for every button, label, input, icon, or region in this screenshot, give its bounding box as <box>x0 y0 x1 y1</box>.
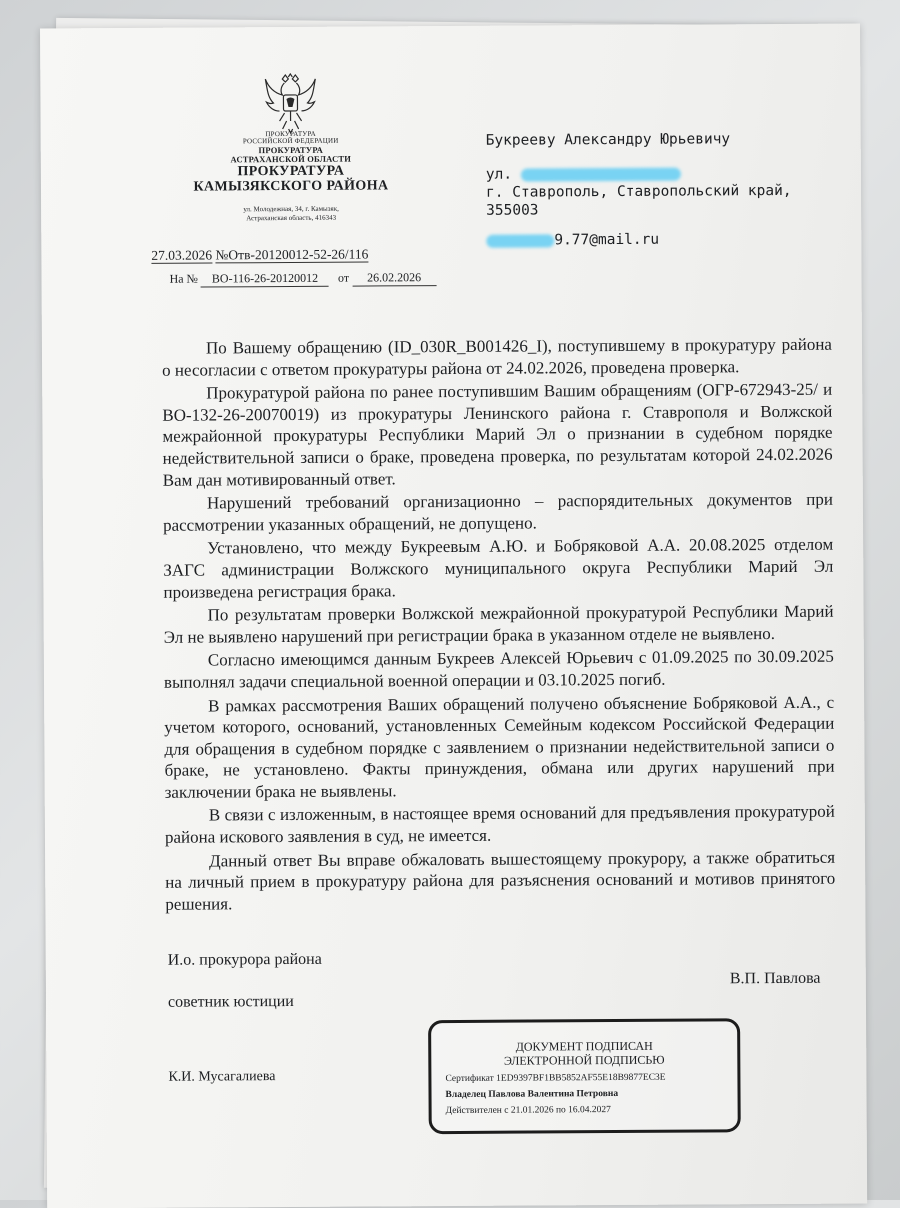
stamp-title-line1: ДОКУМЕНТ ПОДПИСАН <box>515 1038 653 1054</box>
executor-name: К.И. Мусагалиева <box>168 1069 276 1085</box>
agency-line: ПРОКУРАТУРА <box>265 129 316 139</box>
document-page <box>40 23 867 1208</box>
redaction-mark <box>486 234 554 247</box>
coat-of-arms-icon <box>262 73 318 135</box>
recipient-city: г. Ставрополь, Ставропольский край, <box>485 182 792 201</box>
letter-body <box>162 334 836 918</box>
outgoing-number: №Отв-20120012-52-26/116 <box>215 246 369 263</box>
reference-from-label: от <box>337 270 350 285</box>
signer-rank: советник юстиции <box>167 992 294 1011</box>
agency-line: РОССИЙСКОЙ ФЕДЕРАЦИИ <box>242 137 339 146</box>
agency-line: АСТРАХАНСКОЙ ОБЛАСТИ <box>230 153 352 164</box>
reference-line <box>169 270 436 288</box>
office-title-line2: КАМЫЗЯКСКОГО РАЙОНА <box>193 178 389 195</box>
body-paragraph: Согласно имеющимся данным Букреев Алексей Юрьевич с 01.09.2025 по 30.09.2025 выполнял задачи специальной военной операции и 03.10.2025 погиб. <box>163 646 834 692</box>
office-title-line1: ПРОКУРАТУРА <box>237 163 345 179</box>
recipient-block <box>486 130 817 250</box>
agency-header <box>181 130 402 223</box>
recipient-name: Букрееву Александру Юрьевичу <box>485 131 731 149</box>
reference-date: 26.02.2026 <box>352 270 436 287</box>
reference-prefix: На № <box>169 271 199 286</box>
body-paragraph: Нарушений требований организационно – распорядительных документов при рассмотрении указанных обращений, не допущено. <box>162 489 833 535</box>
agency-line: ПРОКУРАТУРА <box>258 144 324 155</box>
office-address-line2: Астраханская область, 416343 <box>246 213 337 222</box>
outgoing-date: 27.03.2026 <box>151 247 213 263</box>
stamp-validity: Действителен с 21.01.2026 по 16.04.2027 <box>445 1105 611 1117</box>
body-paragraph: Установлено, что между Букреевым А.Ю. и Бобряковой А.А. 20.08.2025 отделом ЗАГС администрации Волжского муниципального округа Республики Марий Эл произведена регистрация брака. <box>163 535 834 602</box>
body-paragraph: По результатам проверки Волжской межрайонной прокуратурой Республики Марий Эл не выявлено нарушений при регистрации брака в указанном отделе не выявлено. <box>163 601 834 647</box>
office-address-line1: ул. Молодежная, 34, г. Камызяк, <box>243 204 339 214</box>
electronic-signature-stamp <box>428 1018 741 1134</box>
body-paragraph: По Вашему обращению (ID_030R_B001426_I), поступившему в прокуратуру района о несогласии с ответом прокуратуры района от 24.02.2026, проведена проверка. <box>162 334 833 380</box>
reference-number: ВО-116-26-20120012 <box>201 271 329 288</box>
signer-name: В.П. Павлова <box>729 969 821 988</box>
stamp-title-line2: ЭЛЕКТРОННОЙ ПОДПИСЬЮ <box>503 1052 665 1068</box>
recipient-postcode: 355003 <box>486 202 539 219</box>
stamp-certificate: Сертификат 1ED9397BF1BB5852AF55E18B9877EC3E <box>445 1072 666 1085</box>
redaction-mark <box>521 167 681 181</box>
body-paragraph: В рамках рассмотрения Ваших обращений получено объяснение Бобряковой А.А., с учетом которого, оснований, установленных Семейным кодексом Российской Федерации для обращения в судебном порядке с заявлением о признании недействительной записи о браке, не установлено. Факты принуждения, обмана или других нарушений при заключении брака не выявлены. <box>164 692 835 802</box>
outgoing-number-line <box>151 247 368 264</box>
stamp-owner: Владелец Павлова Валентина Петровна <box>445 1088 619 1101</box>
recipient-street-prefix: ул. <box>485 166 513 183</box>
signer-position: И.о. прокурора района <box>167 950 322 969</box>
recipient-email: 9.77@mail.ru <box>554 231 660 249</box>
body-paragraph: Данный ответ Вы вправе обжаловать вышестоящему прокурору, а также обратиться на личный прием в прокуратуру района для разъяснения оснований и мотивов принятого решения. <box>165 847 836 914</box>
body-paragraph: Прокуратурой района по ранее поступившим Вашим обращениям (ОГР-672943-25/ и ВО-132-26-20070019) из прокуратуры Ленинского района г. Ставрополя и Волжской межрайонной прокуратуры Республики Марий Эл о признании в судебном порядке недействительной записи о браке, проведена проверка, по результатам которой 24.02.2026 Вам дан мотивированный ответ. <box>162 379 833 490</box>
body-paragraph: В связи с изложенным, в настоящее время оснований для предъявления прокуратурой района искового заявления в суд, не имеется. <box>164 802 835 847</box>
